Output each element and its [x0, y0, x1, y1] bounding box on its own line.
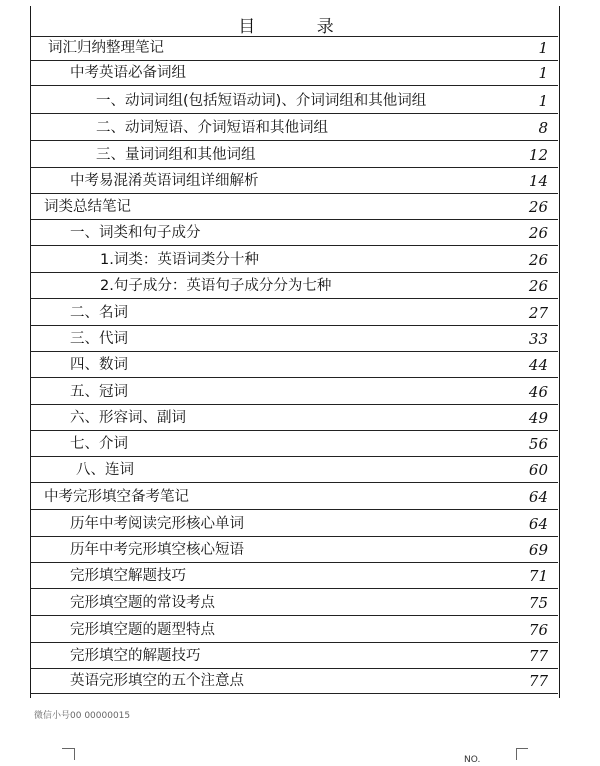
- toc-entry-15: 七、介词: [70, 436, 128, 452]
- toc-page-22: 76: [528, 621, 548, 639]
- rule-line: [30, 351, 558, 352]
- toc-entry-5: 中考易混淆英语词组详细解析: [70, 173, 259, 189]
- toc-entry-1: 中考英语必备词组: [70, 65, 186, 81]
- rule-line: [30, 482, 558, 483]
- toc-entry-22: 完形填空题的题型特点: [70, 622, 215, 638]
- rule-line: [30, 298, 558, 299]
- rule-line: [30, 193, 558, 194]
- toc-entry-11: 三、代词: [70, 331, 128, 347]
- toc-page-7: 26: [528, 224, 548, 242]
- toc-entry-23: 完形填空的解题技巧: [70, 648, 201, 664]
- toc-page-2: 1: [538, 92, 548, 110]
- toc-page-13: 46: [528, 383, 548, 401]
- rule-line: [30, 325, 558, 326]
- toc-entry-18: 历年中考阅读完形核心单词: [70, 516, 244, 532]
- rule-line: [30, 615, 558, 616]
- crop-mark: [74, 748, 75, 760]
- toc-page-8: 26: [528, 251, 548, 269]
- rule-line: [30, 642, 558, 643]
- toc-entry-13: 五、冠词: [70, 384, 128, 400]
- toc-page-18: 64: [528, 515, 548, 533]
- toc-entry-6: 词类总结笔记: [44, 199, 131, 215]
- toc-entry-17: 中考完形填空备考笔记: [44, 489, 189, 505]
- toc-entry-24: 英语完形填空的五个注意点: [70, 673, 244, 689]
- toc-entry-3: 二、动词短语、介词短语和其他词组: [96, 120, 328, 136]
- rule-line: [30, 456, 558, 457]
- rule-line: [30, 245, 558, 246]
- toc-page-20: 71: [528, 567, 548, 585]
- rule-line: [30, 430, 558, 431]
- toc-entry-21: 完形填空题的常设考点: [70, 595, 215, 611]
- watermark-text: 微信小号00 00000015: [34, 711, 131, 721]
- toc-page-10: 27: [528, 304, 548, 322]
- rule-line: [30, 60, 558, 61]
- rule-line: [30, 509, 558, 510]
- toc-entry-14: 六、形容词、副词: [70, 410, 186, 426]
- rule-line: [30, 140, 558, 141]
- toc-page-15: 56: [528, 435, 548, 453]
- toc-entry-2: 一、动词词组(包括短语动词)、介词词组和其他词组: [96, 93, 427, 109]
- toc-page-14: 49: [528, 409, 548, 427]
- toc-page-5: 14: [528, 172, 548, 190]
- toc-page-23: 77: [528, 647, 548, 665]
- rule-line: [30, 404, 558, 405]
- rule-line: [30, 85, 558, 86]
- rule-line: [30, 536, 558, 537]
- rule-line: [30, 113, 558, 114]
- toc-page-12: 44: [528, 356, 548, 374]
- toc-page-16: 60: [528, 461, 548, 479]
- crop-mark: [62, 748, 74, 749]
- toc-page-6: 26: [528, 198, 548, 216]
- rule-line: [30, 272, 558, 273]
- toc-entry-9: 2.句子成分：英语句子成分分为七种: [100, 278, 332, 294]
- rule-line: [30, 219, 558, 220]
- crop-mark: [516, 748, 528, 749]
- toc-page-19: 69: [528, 541, 548, 559]
- footer-number-label: NO.: [464, 755, 481, 765]
- toc-entry-4: 三、量词词组和其他词组: [96, 147, 256, 163]
- rule-line: [30, 562, 558, 563]
- toc-page-1: 1: [538, 64, 548, 82]
- toc-entry-20: 完形填空解题技巧: [70, 568, 186, 584]
- toc-entry-7: 一、词类和句子成分: [70, 225, 201, 241]
- toc-page-4: 12: [528, 146, 548, 164]
- toc-page-21: 75: [528, 594, 548, 612]
- rule-line: [30, 167, 558, 168]
- toc-page-9: 26: [528, 277, 548, 295]
- toc-title: 目 录: [238, 17, 362, 37]
- toc-entry-10: 二、名词: [70, 305, 128, 321]
- rule-line: [30, 693, 558, 694]
- toc-page-0: 1: [538, 39, 548, 57]
- crop-mark: [516, 748, 517, 760]
- toc-entry-16: 八、连词: [76, 462, 134, 478]
- rule-line: [30, 36, 558, 37]
- toc-page-11: 33: [528, 330, 548, 348]
- toc-page-24: 77: [528, 672, 548, 690]
- rule-line: [30, 588, 558, 589]
- rule-line: [30, 377, 558, 378]
- toc-entry-8: 1.词类：英语词类分十种: [100, 252, 259, 268]
- rule-line: [30, 668, 558, 669]
- toc-entry-0: 词汇归纳整理笔记: [48, 40, 164, 56]
- toc-page-3: 8: [538, 119, 548, 137]
- toc-entry-19: 历年中考完形填空核心短语: [70, 542, 244, 558]
- toc-page-17: 64: [528, 488, 548, 506]
- toc-entry-12: 四、数词: [70, 357, 128, 373]
